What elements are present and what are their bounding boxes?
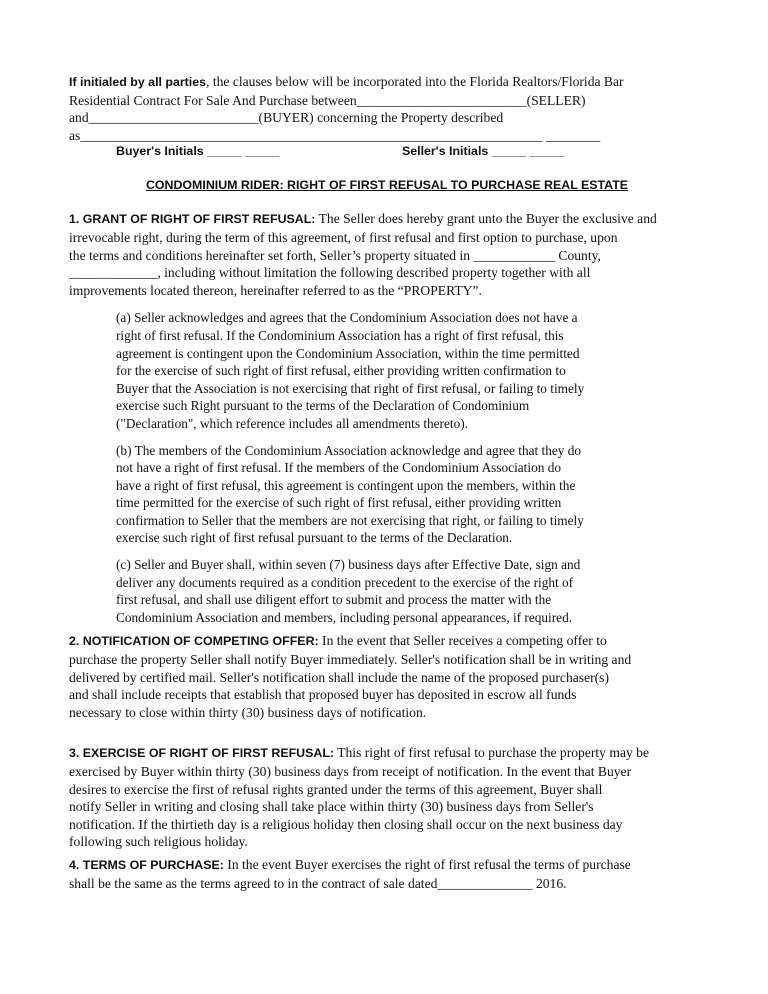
section-4: 4. TERMS OF PURCHASE: In the event Buyer exercises the right of first refusal the terms of purchase shall be the same as the terms agreed to in the contract of sale dated______________ 2016. — [69, 856, 631, 891]
section-3-heading: 3. EXERCISE OF RIGHT OF FIRST REFUSAL: — [69, 746, 335, 761]
seller-initials: Seller's Initials _____ _____ — [402, 144, 565, 159]
header-line-4: as____________________________________________________________________ ________ — [69, 127, 601, 143]
subclause-a: (a) Seller acknowledges and agrees that the Condominium Association does not have a right of first refusal. If the Condominium Association has a right of first refusal, this agreement is contingent upon the Condominium Association, within the time permitted for the exercise of such right of first refusal, either providing written confirmation to Buyer that the Association is not exercising that right of first refusal, or failing to timely exercise such Right pursuant to the terms of the Declaration of Condominium ("Declaration", which reference includes all amendments thereto). — [116, 310, 585, 431]
section-1-heading: 1. GRANT OF RIGHT OF FIRST REFUSAL: — [69, 212, 316, 227]
section-4-heading: 4. TERMS OF PURCHASE: — [69, 857, 224, 872]
header-line-3: and_________________________(BUYER) concerning the Property described — [69, 110, 504, 126]
subclause-b: (b) The members of the Condominium Association acknowledge and agree that they do not have a right of first refusal. If the members of the Condominium Association do have a right of first refusal, this agreement is contingent upon the members, within the time permitted for the exercise of such right of first refusal, either providing written confirmation to Seller that the members are not exercising that right, or failing to timely exercise such right of first refusal pursuant to the terms of the Declaration. — [116, 442, 584, 546]
document-page — [69, 73, 705, 892]
buyer-initials: Buyer's Initials _____ _____ — [116, 144, 280, 159]
section-3: 3. EXERCISE OF RIGHT OF FIRST REFUSAL: This right of first refusal to purchase the property may be exercised by Buyer within thirty (30) business days from receipt of notification. In the event that Buyer desires to exercise the first of refusal rights granted under the terms of this agreement, Buyer shall notify Seller in writing and closing shall take place within thirty (30) business days from Seller's notification. If the thirtieth day is a religious holiday then closing shall occur on the next business day following such religious holiday. — [69, 745, 650, 850]
subclause-c: (c) Seller and Buyer shall, within seven (7) business days after Effective Date, sign and deliver any documents required as a condition precedent to the exercise of the right of first refusal, and shall use diligent effort to submit and process the matter with the Condominium Association and members, including personal appearances, if required. — [116, 557, 581, 625]
header-line-2: Residential Contract For Sale And Purchase between_________________________(SELLER) — [69, 92, 586, 108]
header-paragraph — [69, 73, 705, 144]
section-2-heading: 2. NOTIFICATION OF COMPETING OFFER: — [69, 634, 319, 649]
document-title: CONDOMINIUM RIDER: RIGHT OF FIRST REFUSAL TO PURCHASE REAL ESTATE — [145, 178, 629, 193]
header-line-1: If initialed by all parties, the clauses below will be incorporated into the Florida Realtors/Florida Bar — [69, 74, 624, 89]
section-1: 1. GRANT OF RIGHT OF FIRST REFUSAL: The Seller does hereby grant unto the Buyer the exclusive and irrevocable right, during the term of this agreement, of first refusal and first option to purchase, upon the terms and conditions hereinafter set forth, Seller’s property situated in ____________ County, _____________, including without limitation the following described property together with all improvements located thereon, hereinafter referred to as the “PROPERTY”. — [69, 211, 657, 298]
initials-row — [69, 144, 705, 164]
lead-bold: If initialed by all parties — [69, 75, 207, 89]
section-2: 2. NOTIFICATION OF COMPETING OFFER: In the event that Seller receives a competing offer to purchase the property Seller shall notify Buyer immediately. Seller's notification shall be in writing and delivered by certified mail. Seller's notification shall include the name of the proposed purchaser(s) and shall include receipts that establish that proposed buyer has deposited in escrow all funds necessary to close within thirty (30) business days of notification. — [69, 633, 632, 720]
